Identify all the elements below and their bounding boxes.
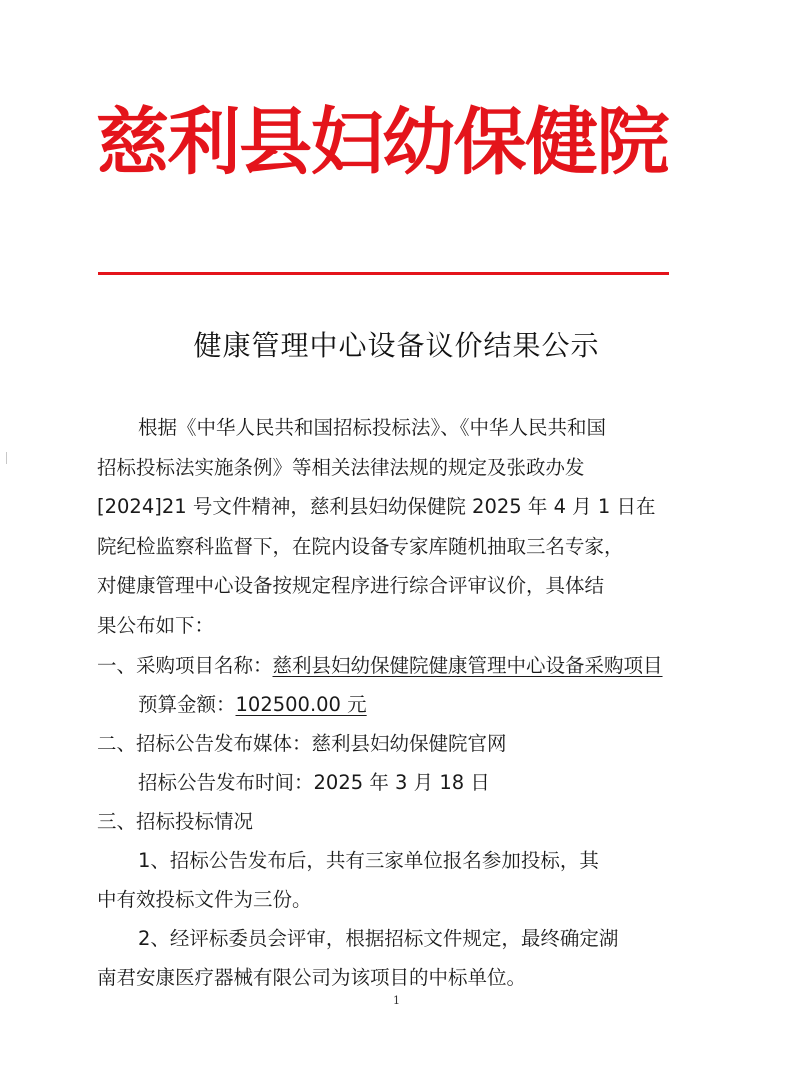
paragraph-line-4: 院纪检监察科监督下，在院内设备专家库随机抽取三名专家， <box>97 535 624 558</box>
item-1-line-2: 中有效投标文件为三份。 <box>97 888 312 911</box>
publish-time: 招标公告发布时间：2025 年 3 月 18 日 <box>138 771 490 794</box>
item-2-line-2: 南君安康医疗器械有限公司为该项目的中标单位。 <box>97 966 527 989</box>
organization-letterhead: 慈利县妇幼保健院 <box>96 99 668 185</box>
section-1-heading: 一、采购项目名称： <box>97 654 273 677</box>
item-2-line-1: 2、经评标委员会评审，根据招标文件规定，最终确定湖 <box>138 927 619 950</box>
budget-line <box>138 690 367 720</box>
section-2-heading: 二、招标公告发布媒体：慈利县妇幼保健院官网 <box>97 732 507 755</box>
letterhead-red-rule <box>98 272 669 275</box>
section-1-line <box>97 651 663 681</box>
budget-label: 预算金额： <box>138 693 236 716</box>
page-number: 1 <box>393 994 400 1007</box>
paragraph-line-3: [2024]21 号文件精神，慈利县妇幼保健院 2025 年 4 月 1 日在 <box>97 495 656 518</box>
paragraph-line-2: 招标投标法实施条例》等相关法律法规的规定及张政办发 <box>97 456 585 479</box>
document-title: 健康管理中心设备议价结果公示 <box>193 329 600 362</box>
section-3-heading: 三、招标投标情况 <box>97 810 254 833</box>
paragraph-line-6: 果公布如下： <box>97 614 215 637</box>
scan-artifact-mark <box>6 452 7 464</box>
budget-value: 102500.00 元 <box>235 693 367 716</box>
paragraph-line-5: 对健康管理中心设备按规定程序进行综合评审议价，具体结 <box>97 574 605 597</box>
project-name: 慈利县妇幼保健院健康管理中心设备采购项目 <box>272 654 663 677</box>
item-1-line-1: 1、招标公告发布后，共有三家单位报名参加投标，其 <box>138 849 599 872</box>
paragraph-line-1: 根据《中华人民共和国招标投标法》、《中华人民共和国 <box>138 416 607 439</box>
